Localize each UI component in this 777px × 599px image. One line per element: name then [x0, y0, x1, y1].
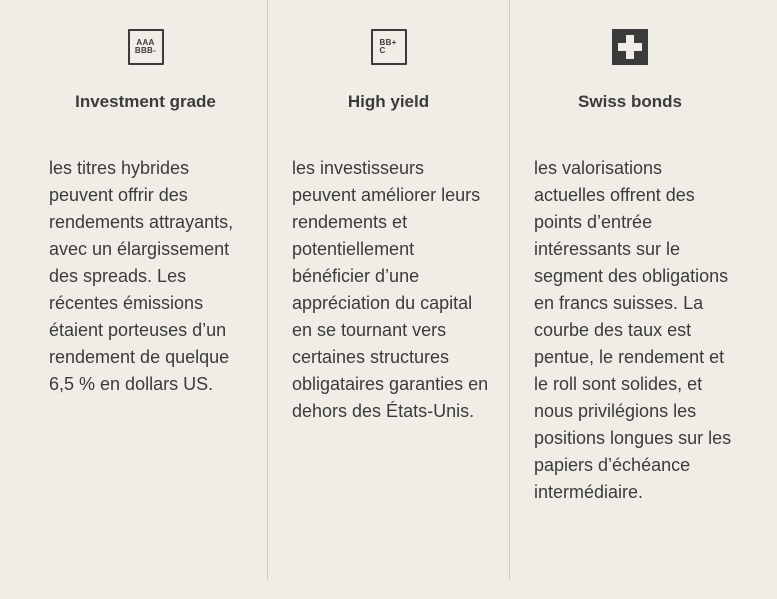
column-body: les titres hybrides peuvent offrir des rendements attrayants, avec un élargissement des spreads. Les récentes émissions étaient porteuses d’un rendement de quelque 6,5 % en dollars US.	[49, 158, 234, 394]
icon-text-line2: C	[379, 46, 386, 55]
column-investment-grade	[25, 0, 266, 580]
icon-text-line1: BB+	[379, 38, 397, 47]
column-title: High yield	[347, 92, 430, 111]
bb-c-rating-icon	[371, 29, 407, 65]
column-high-yield	[267, 0, 509, 580]
column-body: les valorisations actuelles offrent des points d’entrée intéressants sur le segment des obligations en francs suisses. La courbe des taux est pentue, le rendement et le roll sont solides, et nous privilégions les positions longues sur les papiers d’échéance intermédiaire.	[534, 158, 732, 502]
column-swiss-bonds	[509, 0, 750, 580]
column-title: Investment grade	[75, 92, 216, 111]
aaa-bbb-rating-icon	[128, 29, 164, 65]
column-body: les investisseurs peuvent améliorer leurs rendements et potentiellement bénéficier d’une appréciation du capital en se tournant vers certaines structures obligataires garanties en dehors des États-Unis.	[292, 158, 489, 421]
icon-text-line1: AAA	[136, 38, 155, 47]
icon-text-line2: BBB-	[134, 46, 157, 55]
swiss-cross-icon	[612, 29, 648, 65]
column-title: Swiss bonds	[578, 92, 682, 111]
